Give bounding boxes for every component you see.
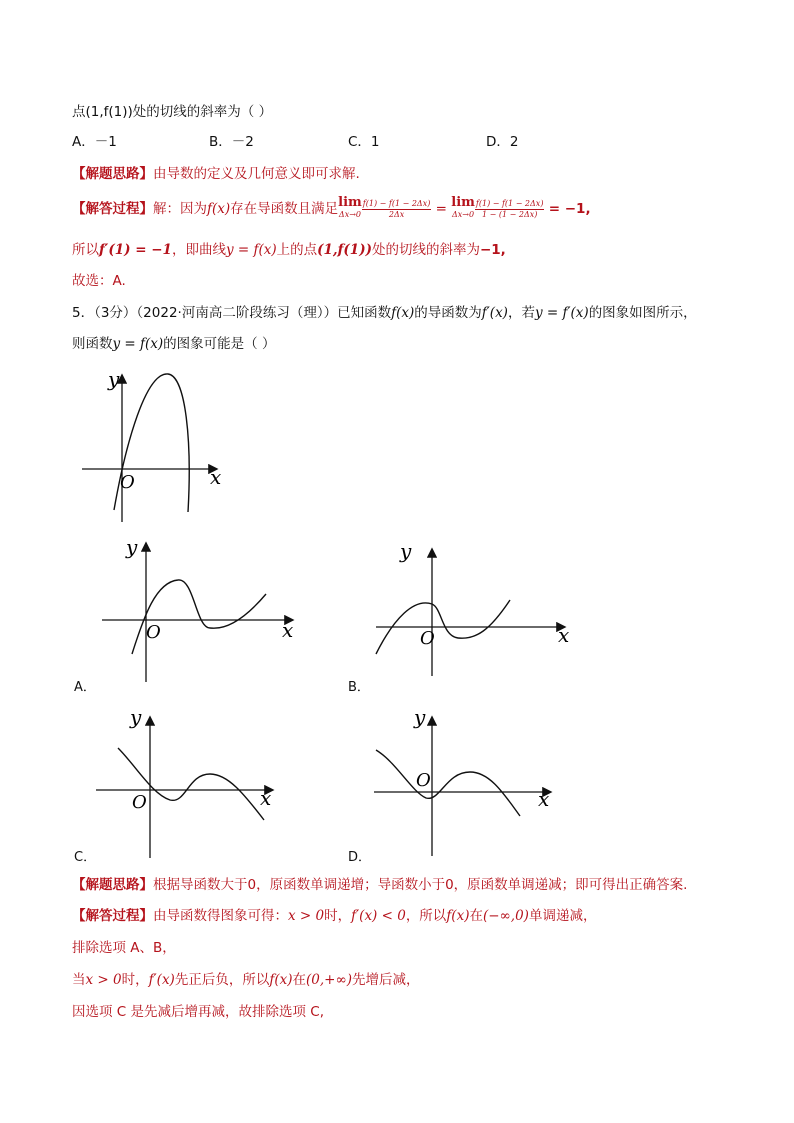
fraction-2: $\frac{f(1) - f(1 - 2\Delta x)}{1 - (1 - 2\Delta x)}$ [475, 198, 544, 219]
q4-solution: 【解答过程】解：因为f(x)存在导函数且满足 lim Δx→0 $\frac{f(1) - f(1 - 2\Delta x)}{2\Delta x}$ = lim Δx→0 $\frac{f(1) - f(1 - 2\Delta x)}{1 - (1 - 2\Delta x)}$ = −1, [72, 195, 591, 219]
q4-solution-line2: 所以f′(1) = −1，即曲线y = f(x)上的点(1,f(1))处的切线的斜率为−1, [72, 242, 506, 258]
option-d-label[interactable]: D． [348, 850, 372, 865]
q4-hint [72, 164, 360, 184]
q5-hint: 【解题思路】根据导函数大于0，原函数单调递增；导函数小于0，原函数单调递减；即可得出正确答案. [72, 877, 688, 893]
svg-text:O: O [146, 622, 161, 643]
q4-answer: 故选：A. [72, 273, 126, 289]
limit-2: lim Δx→0 [451, 195, 475, 219]
option-b-graph[interactable] [372, 538, 572, 678]
q4-option-d[interactable]: D．2 [486, 134, 519, 150]
svg-text:x: x [558, 623, 570, 647]
derivative-graph [76, 362, 236, 527]
q5-solution-line3: 当x > 0时，f′(x)先正后负，所以f(x)在(0,+∞)先增后减， [72, 972, 420, 988]
svg-text:O: O [420, 628, 435, 649]
q5-solution-line4: 因选项 C 是先减后增再减，故排除选项 C, [72, 1004, 325, 1020]
option-d-graph[interactable] [370, 706, 556, 860]
svg-text:y: y [130, 705, 142, 729]
svg-text:x: x [538, 787, 550, 811]
q5-solution-line1: 【解答过程】由导函数得图象可得：x > 0时，f′(x) < 0，所以f(x)在(−∞,0)单调递减， [72, 908, 597, 924]
hint-label: 【解题思路】 [72, 166, 153, 182]
option-a-graph[interactable] [98, 532, 303, 682]
limit-1: lim Δx→0 [338, 195, 362, 219]
option-b-label[interactable]: B． [348, 680, 370, 695]
svg-text:O: O [416, 770, 431, 791]
q5-stem-line2: 则函数y = f(x)的图象可能是（ ） [72, 336, 276, 352]
svg-text:y: y [414, 706, 426, 729]
axis-y-label: y [108, 367, 120, 391]
option-d-curve [376, 750, 520, 816]
option-c-label[interactable]: C． [74, 850, 97, 865]
q4-stem: 点(1,f(1))处的切线的斜率为（ ） [72, 104, 273, 120]
fraction-1: $\frac{f(1) - f(1 - 2\Delta x)}{2\Delta x}$ [362, 198, 431, 219]
svg-text:y: y [400, 539, 412, 563]
q5-solution-line2: 排除选项 A、B， [72, 940, 176, 956]
q4-option-a[interactable]: A．－1 [72, 134, 117, 150]
hint-text: 由导数的定义及几何意义即可求解. [153, 166, 360, 182]
q5-stem: 5．（3分）（2022·河南高二阶段练习（理））已知函数f(x)的导函数为f′(x)，若y = f′(x)的图象如图所示， [72, 305, 697, 321]
axis-x-label: x [210, 465, 222, 489]
svg-text:x: x [282, 618, 294, 642]
svg-text:x: x [260, 786, 272, 810]
svg-text:y: y [126, 535, 138, 559]
option-c-graph[interactable] [92, 704, 277, 862]
svg-text:O: O [132, 792, 147, 813]
option-a-label[interactable]: A． [74, 680, 96, 695]
origin-label: O [120, 472, 135, 493]
q4-option-b[interactable]: B．－2 [209, 134, 254, 150]
q4-option-c[interactable]: C．1 [348, 134, 380, 150]
solution-label: 【解答过程】 [72, 201, 153, 217]
